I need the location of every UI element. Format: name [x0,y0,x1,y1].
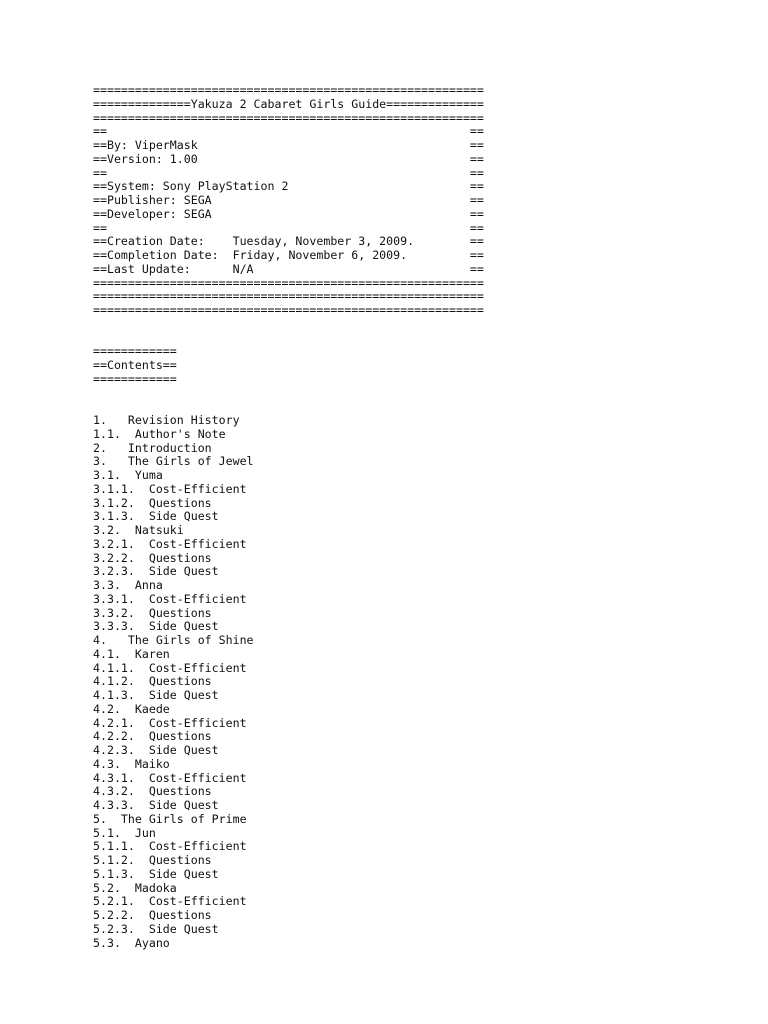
table-of-contents [93,414,653,950]
toc-entry: 5.2.3. Side Quest [93,921,219,936]
header-line [93,318,653,332]
toc-entry: 3.3.2. Questions [93,605,212,620]
header-line: ==Publisher: SEGA == [93,193,484,207]
header-line: ======================================================== [93,289,484,304]
header-line: ==Creation Date: Tuesday, November 3, 2009. == [93,234,484,249]
toc-entry: 3.2.3. Side Quest [93,564,219,579]
toc-entry: 4.1.2. Questions [93,674,212,689]
toc-entry: 3.1.2. Questions [93,495,212,510]
header-line: ==============Yakuza 2 Cabaret Girls Guide============== [93,96,484,111]
toc-entry: 5.2.2. Questions [93,908,212,922]
toc-entry: 4.3.1. Cost-Efficient [93,770,247,785]
header-line: ==System: Sony PlayStation 2 == [93,179,484,194]
header-line: == == [93,220,484,235]
header-line: == == [93,124,484,139]
toc-entry: 5.1. Jun [93,825,156,840]
contents-heading-line: ============ [93,344,177,359]
toc-entry: 4. The Girls of Shine [93,633,254,647]
toc-entry: 5.2.1. Cost-Efficient [93,894,247,909]
toc-entry: 4.1. Karen [93,646,170,661]
header-line: ==Last Update: N/A == [93,261,484,276]
toc-entry: 3. The Girls of Jewel [93,454,254,469]
header-line: ======================================================== [93,275,484,290]
header-line: ==Version: 1.00 == [93,151,484,166]
toc-entry: 4.2. Kaede [93,701,170,716]
guide-document [93,84,653,950]
header-line: ==Completion Date: Friday, November 6, 2009. == [93,248,484,262]
toc-entry: 5.2. Madoka [93,880,177,895]
header-line: == == [93,165,484,180]
toc-entry: 5.1.1. Cost-Efficient [93,839,247,854]
contents-heading-line [93,400,653,414]
toc-entry: 3.3.3. Side Quest [93,619,219,634]
header-line: ==By: ViperMask == [93,138,484,152]
toc-entry: 3.1.3. Side Quest [93,509,219,524]
toc-entry: 4.2.2. Questions [93,729,212,744]
toc-entry: 3.3. Anna [93,578,163,592]
toc-entry: 2. Introduction [93,440,212,455]
toc-entry: 5.1.3. Side Quest [93,866,219,881]
toc-entry: 4.3. Maiko [93,756,170,771]
toc-entry: 4.1.3. Side Quest [93,688,219,702]
contents-heading [93,345,653,414]
toc-entry: 3.1.1. Cost-Efficient [93,481,247,496]
toc-entry: 1.1. Author's Note [93,426,226,441]
toc-entry: 4.3.2. Questions [93,784,212,799]
toc-entry: 1. Revision History [93,413,240,427]
toc-entry: 3.2. Natsuki [93,523,184,537]
toc-entry: 5.3. Ayano [93,935,170,950]
toc-entry: 5.1.2. Questions [93,853,212,867]
header-line: ======================================================== [93,110,484,125]
guide-header-banner [93,84,653,345]
contents-heading-line: ==Contents== [93,358,177,372]
header-line: ======================================================== [93,83,484,97]
toc-entry: 4.2.1. Cost-Efficient [93,715,247,730]
toc-entry: 4.3.3. Side Quest [93,798,219,812]
header-line [93,332,653,346]
contents-heading-line: ============ [93,371,177,386]
contents-heading-line [93,387,653,401]
header-line: ======================================================== [93,303,484,317]
header-line: ==Developer: SEGA == [93,206,484,221]
toc-entry: 4.2.3. Side Quest [93,743,219,757]
toc-entry: 5. The Girls of Prime [93,811,247,826]
toc-entry: 4.1.1. Cost-Efficient [93,660,247,675]
toc-entry: 3.1. Yuma [93,468,163,482]
toc-entry: 3.2.2. Questions [93,550,212,565]
toc-entry: 3.3.1. Cost-Efficient [93,591,247,606]
toc-entry: 3.2.1. Cost-Efficient [93,536,247,551]
